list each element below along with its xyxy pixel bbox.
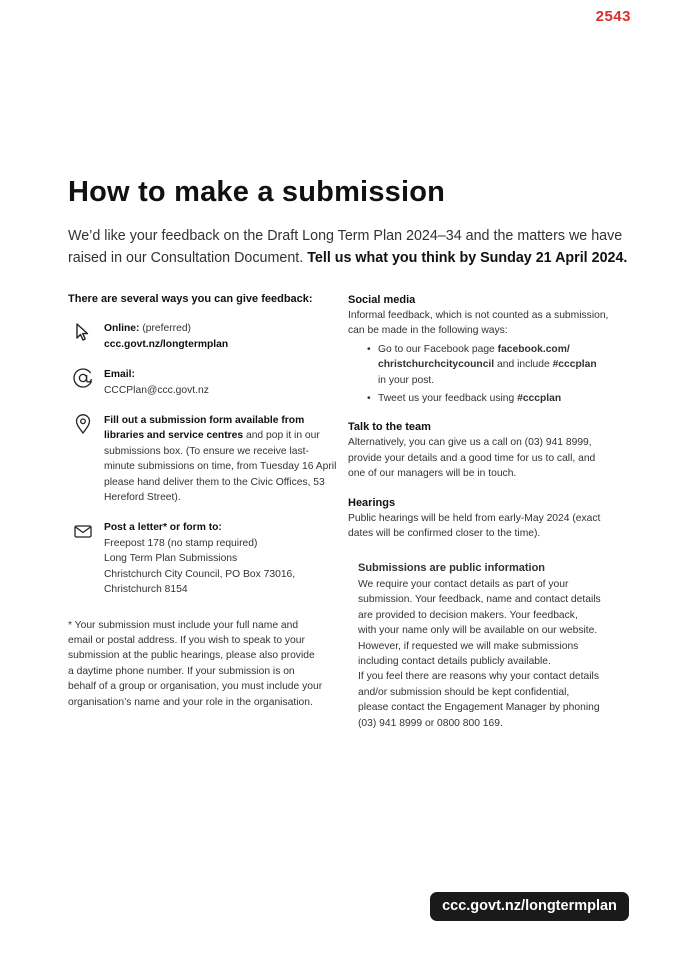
email-address-link[interactable]: CCCPlan@ccc.govt.nz [104,384,209,396]
talk-text-line: Alternatively, you can give us a call on (03) 941 8999, [348,437,592,449]
post-method [68,520,338,597]
footnote-line: behalf of a group or organisation, you must include your [68,681,323,693]
post-address-line: Christchurch 8154 [104,584,188,596]
ways-heading: There are several ways you can give feedback: [68,293,313,305]
hearings-heading: Hearings [348,496,396,509]
feedback-ways-column [68,292,338,710]
map-pin-icon [72,413,94,435]
cursor-pointer-icon [72,321,94,343]
public-info-section [348,561,613,730]
hearings-text-line: dates will be confirmed closer to the time). [348,528,541,540]
public-text-line: (03) 941 8999 or 0800 800 169. [358,717,503,729]
public-text-line: including contact details publicly available. [358,655,551,667]
footnote-line: * Your submission must include your full name and [68,619,299,631]
form-text-line: 16 April please hand deliver them to the Civic [104,461,337,488]
footnote-line: submission at the public hearings, please also provide [68,650,315,662]
footer-url-link[interactable]: ccc.govt.nz/longtermplan [430,892,629,921]
public-text-line: However, if requested we will make submissions [358,640,579,652]
footnote-line: organisation’s name and your role in the organisation. [68,696,313,708]
footnote-line: a daytime phone number. If your submission is on [68,665,295,677]
facebook-link[interactable]: facebook.com/ [497,343,570,355]
form-method [68,413,338,505]
post-address-line: Freepost 178 (no stamp required) [104,537,258,549]
talk-section [348,420,613,481]
hearings-text-line: Public hearings will be held from early-May 2024 (exact [348,512,601,524]
envelope-icon [72,520,94,542]
public-text-line: are provided to decision makers. Your feedback, [358,609,578,621]
page-number: 2543 [595,8,631,25]
email-method [68,367,338,398]
talk-text-line: one of our managers will be in touch. [348,468,517,480]
facebook-link-cont[interactable]: christchurchcitycouncil [378,359,495,371]
post-address-line: Christchurch City Council, PO Box 73016, [104,568,296,580]
social-media-heading: Social media [348,294,416,306]
email-label: Email: [104,369,135,381]
public-text-line: If you feel there are reasons why your contact details [358,671,599,683]
public-text-line: and/or submission should be kept confidential, [358,686,570,698]
online-label: Online: [104,323,140,335]
post-label: Post a letter* or form to: [104,522,222,534]
public-text-line: please contact the Engagement Manager by phoning [358,702,600,714]
form-text-line: and pop it in our [245,430,320,442]
hashtag: #cccplan [517,393,562,405]
public-text-line: with your name only will be available on our website. [358,625,598,637]
social-text-line: can be made in the following ways: [348,325,508,337]
online-note: (preferred) [142,323,191,335]
list-item: • Tweet us your feedback using #cccplan [378,391,613,406]
hashtag: #cccplan [552,359,597,371]
form-text-line: Offices, 53 Hereford Street). [104,476,325,504]
form-bold-text: Fill out a submission form available from libraries and service centres [104,415,305,442]
social-list [348,342,613,407]
footnote [68,618,338,710]
at-sign-icon [72,367,94,389]
public-text-line: We require your contact details as part of your [358,578,569,590]
post-address-line: Long Term Plan Submissions [104,553,238,565]
intro-text: We’d like your feedback on the Draft Long Term Plan 2024–34 and the matters we have raised in our Consultation Document. [68,228,623,266]
hearings-section [348,496,613,542]
intro-paragraph [68,225,628,269]
public-text-line: submission. Your feedback, name and contact details [358,594,601,606]
online-method [68,321,338,352]
intro-deadline: Tell us what you think by Sunday 21 April 2024. [307,250,628,266]
social-media-section [348,293,613,406]
info-column [348,293,613,731]
list-item: • Go to our Facebook page facebook.com/ christchurchcitycouncil and include #cccplan in your post. [378,342,613,388]
talk-text-line: provide your details and a good time for us to call, and [348,452,596,464]
social-text-line: Informal feedback, which is not counted as a submission, [348,310,609,321]
online-url-link[interactable]: ccc.govt.nz/longtermplan [104,338,229,350]
page-title: How to make a submission [68,176,446,208]
public-info-heading: Submissions are public information [358,562,546,575]
talk-heading: Talk to the team [348,421,431,434]
form-text-line: submissions box. (To ensure we receive [104,445,287,457]
form-text-line: last-minute submissions on time, from Tuesday [104,445,309,473]
footnote-line: email or postal address. If you wish to speak to your [68,634,305,646]
